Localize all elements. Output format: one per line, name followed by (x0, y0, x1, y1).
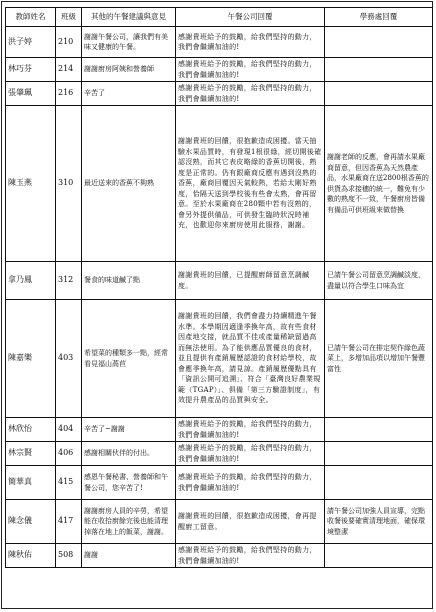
office-reply-cell (325, 466, 433, 500)
class-cell: 406 (56, 442, 82, 466)
teacher-cell: 林欣怡 (6, 418, 56, 442)
teacher-cell: 拿乃鳳 (6, 262, 56, 300)
vendor-reply-cell: 感謝貴班給予的鼓勵，給我們堅持的動力，我們會繼續加油的! (176, 418, 325, 442)
header-row (6, 8, 433, 27)
teacher-cell: 陳秋佑 (6, 544, 56, 568)
class-cell: 312 (56, 262, 82, 300)
class-cell: 214 (56, 58, 82, 82)
suggestion-cell: 感謝相關伙伴的付出。 (82, 442, 176, 466)
suggestion-cell: 謝謝廚房人員的辛勞，希望能在收拾廚餘完後也能清理掉落在地上的飯菜，謝謝。 (82, 500, 176, 544)
office-reply-cell: 已請午餐公司留意烹調鹹淡度，盡量以符合學生口味為宜 (325, 262, 433, 300)
table-row (6, 544, 433, 568)
table-row (6, 500, 433, 544)
suggestion-cell: 感恩午餐秘書、營養師和午餐公司，您辛苦了! (82, 466, 176, 500)
vendor-reply-cell: 感謝貴班給予的鼓勵，給我們堅持的動力，我們會繼續加油的! (176, 82, 325, 106)
suggestion-cell: 謝謝 (82, 544, 176, 568)
vendor-reply-cell: 感謝貴班給予的鼓勵，給我們堅持的動力，我們會繼續加油的! (176, 58, 325, 82)
office-reply-cell: 已請午餐公司在排定契作綠色蔬菜上，多增加品項以增加午餐豐富性 (325, 300, 433, 418)
vendor-reply-cell: 謝謝貴班的回饋，很抱歉造成困擾。當天抽驗水果品質時，有發現1根很綠，經切開後確認沒熟，而其它表皮略綠的香蕉切開後，熟度是正常的。仍有跟廠商反應有遇到沒熟的香蕉，廠商回覆因天氣較熱，若給太剛好熟度，恰隔天送到學校後有些會太熟，會再留意。至於水果廠商在280顆中若有沒熟的，會另外提供備品，可供發生臨時狀況時補充，也歡迎你來廚房使用此服務，謝謝。 (176, 106, 325, 262)
suggestion-cell: 餐食的味道鹹了點 (82, 262, 176, 300)
table-row (6, 82, 433, 106)
suggestion-cell: 謝謝午餐公司，讓我們有美味又健康的午餐。 (82, 27, 176, 58)
office-reply-cell (325, 58, 433, 82)
class-cell: 417 (56, 500, 82, 544)
teacher-cell: 林宗賢 (6, 442, 56, 466)
class-cell: 403 (56, 300, 82, 418)
office-reply-cell: 請午餐公司加強人員宣導，完點收餐後要確實清理地面，確保環境整潔 (325, 500, 433, 544)
suggestion-cell: 辛苦了 (82, 82, 176, 106)
header-vendor-reply: 午餐公司回覆 (176, 8, 325, 27)
suggestion-cell: 最近送來的香蕉不夠熟 (82, 106, 176, 262)
office-reply-cell (325, 442, 433, 466)
table-row (6, 300, 433, 418)
office-reply-cell (325, 418, 433, 442)
class-cell: 404 (56, 418, 82, 442)
table-row (6, 58, 433, 82)
table-row (6, 442, 433, 466)
vendor-reply-cell: 感謝貴班給予的鼓勵，給我們堅持的動力，我們會繼續加油的! (176, 27, 325, 58)
teacher-cell: 陳嘉樂 (6, 300, 56, 418)
office-reply-cell (325, 82, 433, 106)
table-row (6, 466, 433, 500)
class-cell: 310 (56, 106, 82, 262)
header-teacher: 教師姓名 (6, 8, 56, 27)
teacher-cell: 簡華真 (6, 466, 56, 500)
class-cell: 210 (56, 27, 82, 58)
office-reply-cell (325, 544, 433, 568)
vendor-reply-cell: 謝謝貴班的回饋，我們會盡力持續精進午餐水準。本學期因適逢季換年高，故有些食材因產地交接，就品質不佳或產量稀缺留過高而無法使用。為了能供應品質優良的食材，並且提供有產銷履歷認證的食材給學校，故會應季換年高，請見諒。產銷履歷優點具有「資訊公開可追溯」、符合「臺灣良好農業規範（TGAP）」、俱備「第三方驗證制度」，有效提升農產品的品質與安全。 (176, 300, 325, 418)
vendor-reply-cell: 謝謝貴班的回饋，很抱歉造成困擾，會再提醒廚工留意。 (176, 500, 325, 544)
header-class: 班級 (56, 8, 82, 27)
vendor-reply-cell: 謝謝貴班的回饋，已提醒廚師留意烹調鹹度。 (176, 262, 325, 300)
office-reply-cell: 謝謝老師的反應，會再請水果廠商留意，但因香蕉為天然農產品，水果廠商在送2800根香蕉的供貨為求接穗的統一，難免有少數的熟度不一致，午餐廚房皆備有備品可供班級來做替換 (325, 106, 433, 262)
vendor-reply-cell: 感謝貴班給予的鼓勵，給我們堅持的動力，我們會繼續加油的! (176, 442, 325, 466)
header-office-reply: 學務處回覆 (325, 8, 433, 27)
teacher-cell: 陳玉燕 (6, 106, 56, 262)
office-reply-cell (325, 27, 433, 58)
suggestion-cell: 謝謝廚房阿姨和營養師 (82, 58, 176, 82)
table-row (6, 262, 433, 300)
suggestion-cell: 辛苦了~謝謝 (82, 418, 176, 442)
suggestion-cell: 希望菜的種類多一點，經常看見福山萵苣 (82, 300, 176, 418)
class-cell: 508 (56, 544, 82, 568)
teacher-cell: 張肇珮 (6, 82, 56, 106)
teacher-cell: 陳念儀 (6, 500, 56, 544)
teacher-cell: 洪子婷 (6, 27, 56, 58)
vendor-reply-cell: 感謝貴班給予的鼓勵，給我們堅持的動力，我們會繼續加油的! (176, 544, 325, 568)
table-row (6, 27, 433, 58)
class-cell: 415 (56, 466, 82, 500)
table-row (6, 106, 433, 262)
table-row (6, 418, 433, 442)
teacher-cell: 林巧芬 (6, 58, 56, 82)
vendor-reply-cell: 感謝貴班給予的鼓勵，給我們堅持的動力，我們會繼續加油的! (176, 466, 325, 500)
lunch-feedback-table (5, 7, 433, 568)
class-cell: 216 (56, 82, 82, 106)
header-suggestion: 其他的午餐建議與意見 (82, 8, 176, 27)
